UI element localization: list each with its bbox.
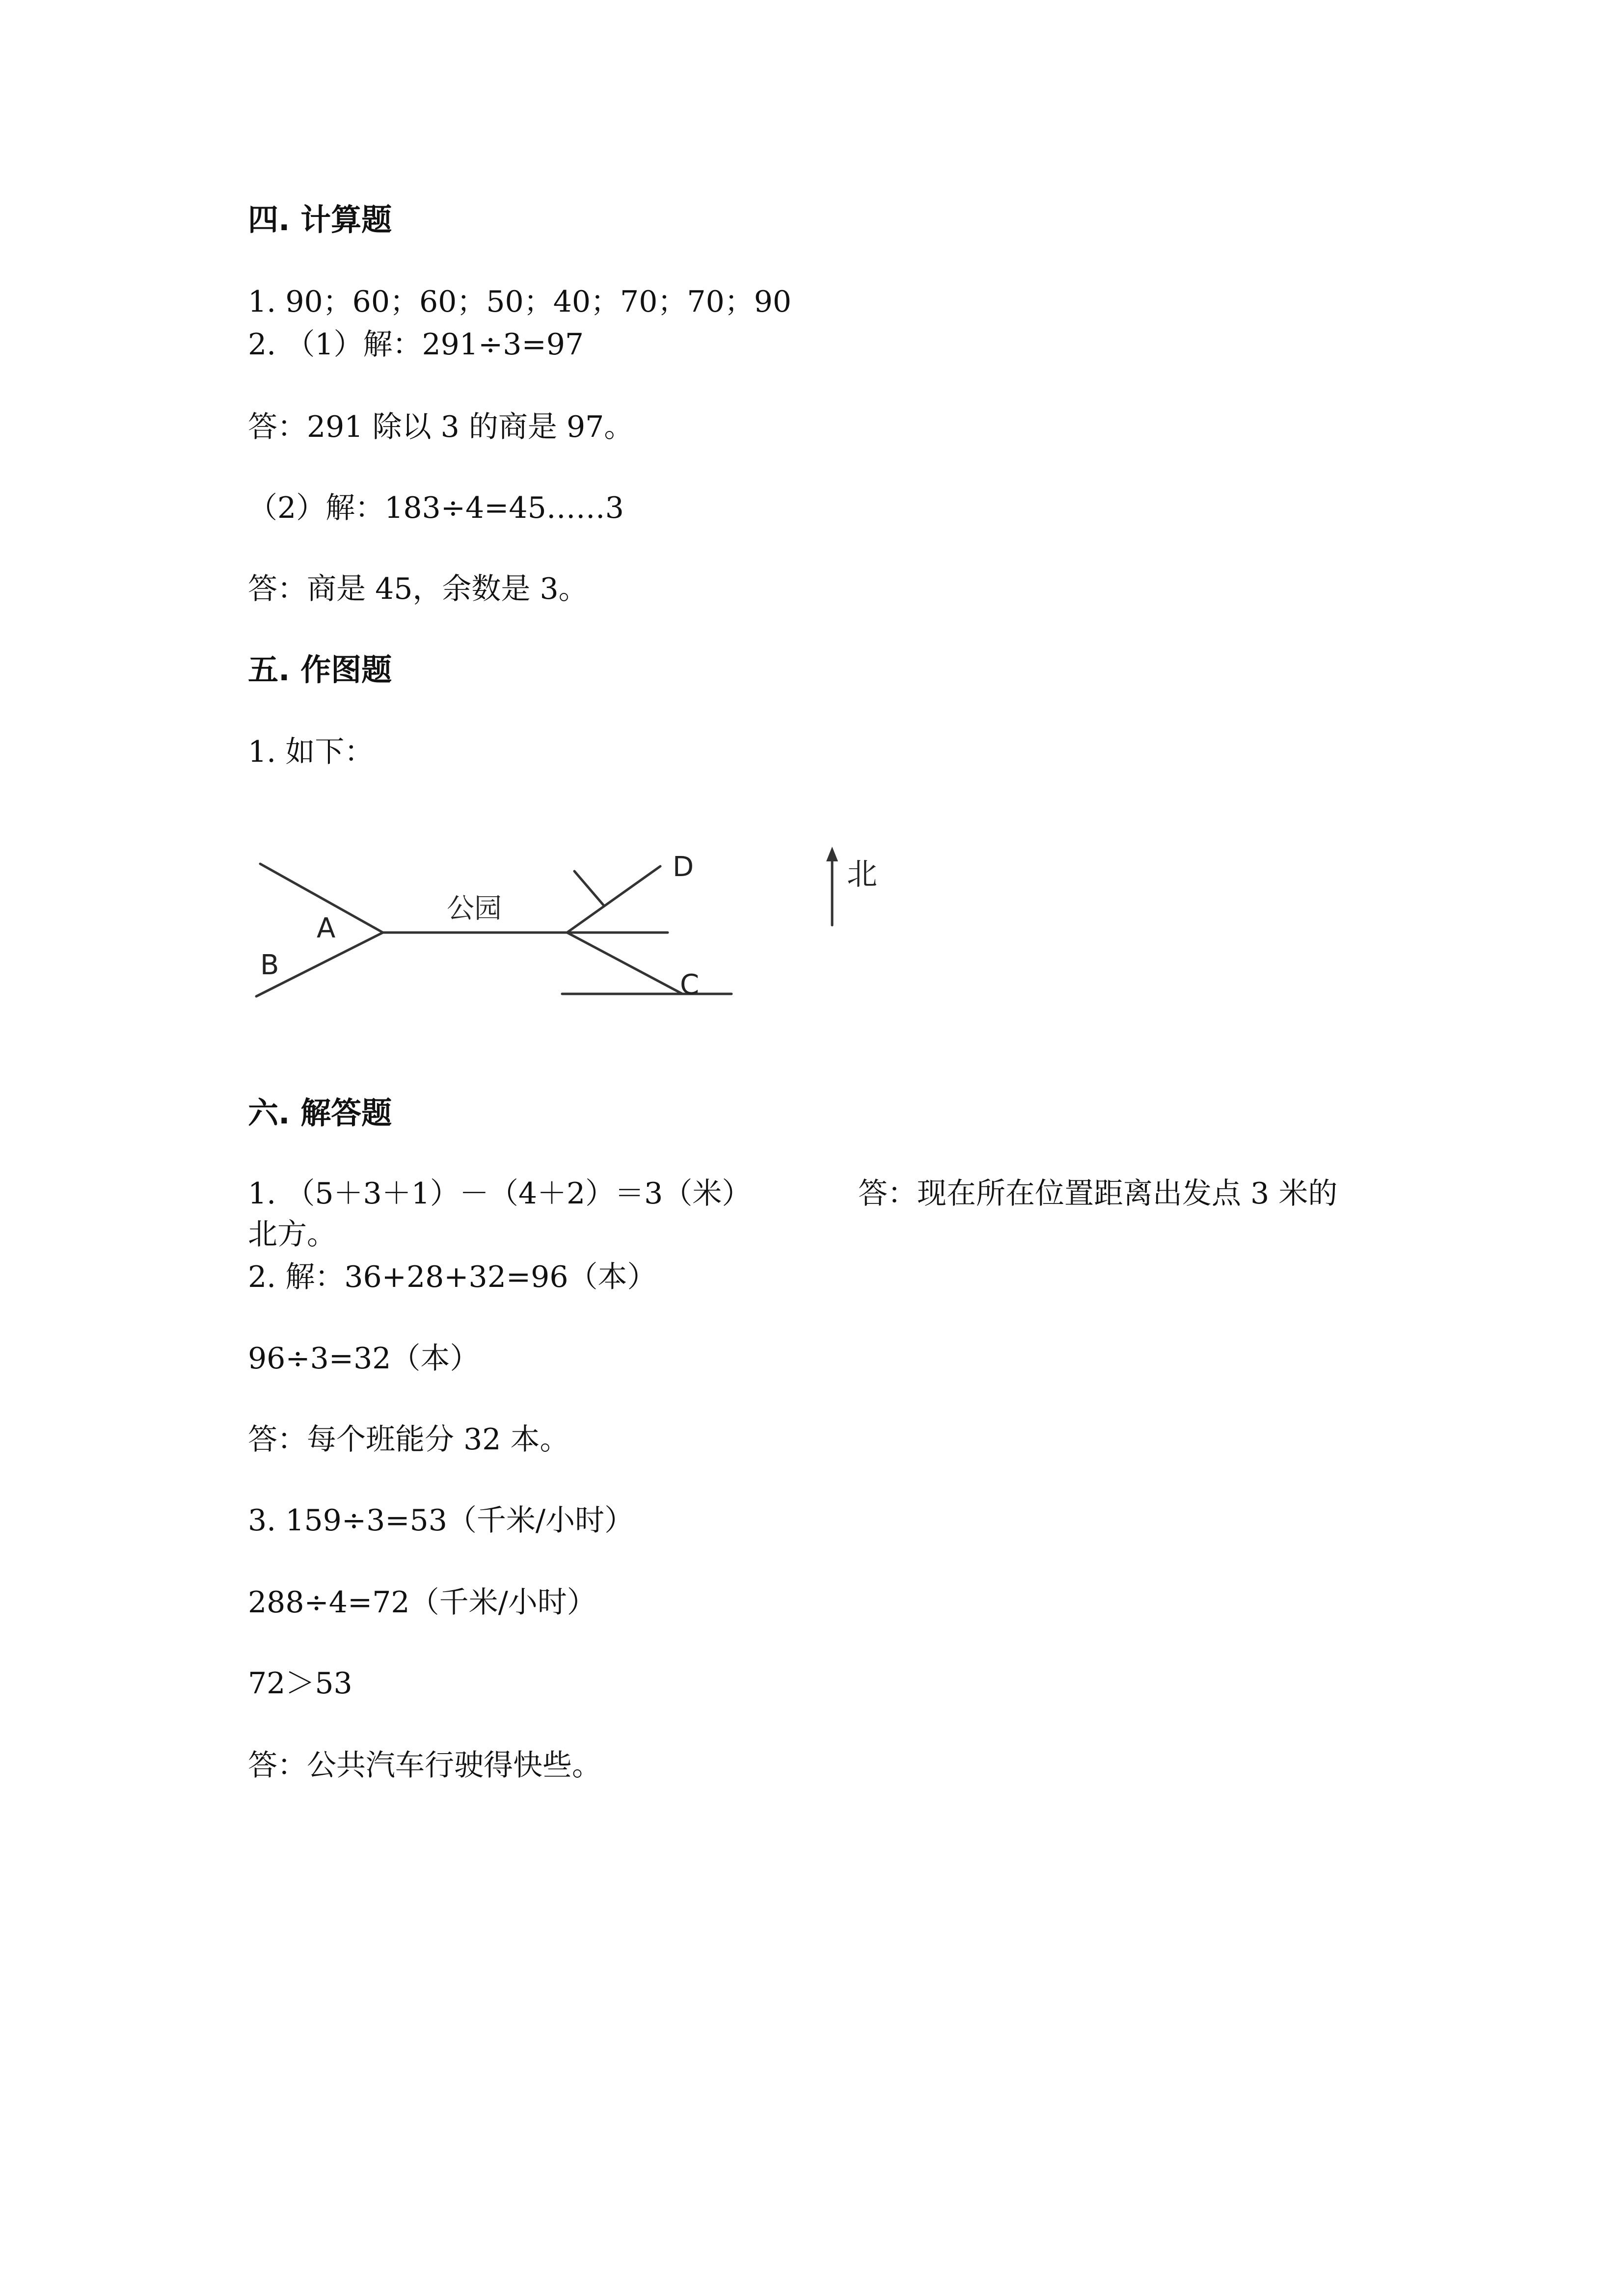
section-6-q3-step1: 3. 159÷3=53（千米/小时） (248, 1503, 634, 1538)
section-4-q2-part1-answer: 答：291 除以 3 的商是 97。 (248, 410, 634, 444)
section-4-q2-part1: 2. （1）解：291÷3=97 (248, 327, 584, 362)
diagram-label-d: D (673, 851, 694, 883)
diagram-line-to-c (567, 933, 682, 994)
section-6-q3-comparison: 72＞53 (248, 1666, 352, 1701)
section-6-q3-answer: 答：公共汽车行驶得快些。 (248, 1748, 601, 1783)
section-4-heading: 四. 计算题 (248, 202, 392, 238)
section-6-q3-step2: 288÷4=72（千米/小时） (248, 1585, 596, 1620)
diagram-label-b: B (260, 949, 279, 981)
direction-diagram (245, 825, 893, 1011)
section-4-q2-part2-answer: 答：商是 45，余数是 3。 (248, 572, 588, 606)
section-6-q1-answer: 答：现在所在位置距离出发点 3 米的 (858, 1176, 1338, 1211)
diagram-label-a: A (317, 912, 336, 944)
diagram-branch-line (574, 871, 604, 906)
section-6-heading: 六. 解答题 (248, 1095, 392, 1131)
diagram-label-north: 北 (847, 856, 878, 892)
section-6-q2-answer: 答：每个班能分 32 本。 (248, 1422, 569, 1457)
diagram-label-park: 公园 (447, 893, 502, 925)
section-6-q1-calculation: 1. （5＋3＋1）－（4＋2）＝3（米） (248, 1176, 752, 1211)
north-arrow-icon (826, 847, 838, 861)
diagram-line-to-d (567, 866, 660, 933)
diagram-label-c: C (680, 969, 700, 1001)
section-5-heading: 五. 作图题 (248, 652, 392, 688)
section-4-q1: 1. 90；60；60；50；40；70；70；90 (248, 285, 792, 319)
section-4-q2-part2: （2）解：183÷4=45……3 (248, 491, 624, 525)
section-6-q2-step1: 2. 解：36+28+32=96（本） (248, 1260, 657, 1294)
section-5-q1: 1. 如下： (248, 735, 374, 769)
section-6-q1-answer-continued: 北方。 (248, 1217, 336, 1252)
section-6-q2-step2: 96÷3=32（本） (248, 1341, 480, 1376)
